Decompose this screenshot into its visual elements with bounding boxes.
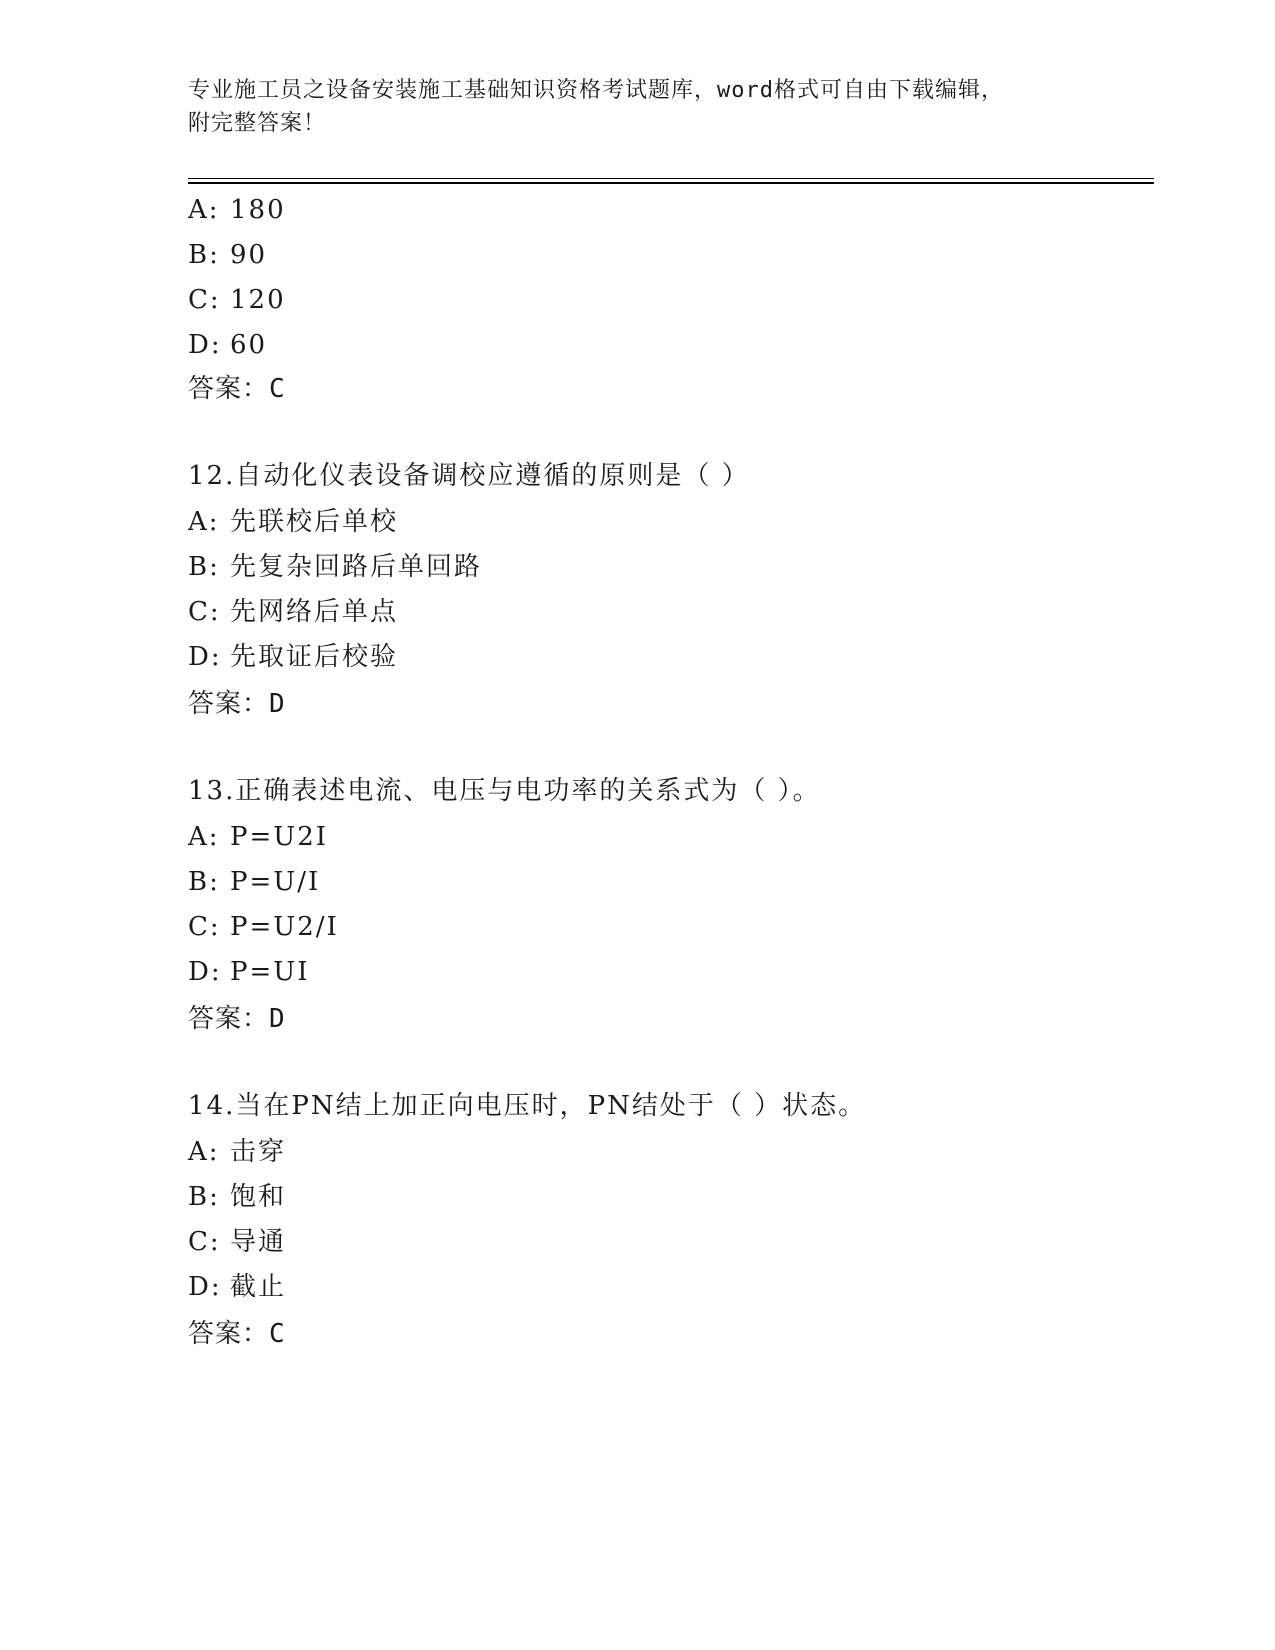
- option-text: 先复杂回路后单回路: [230, 552, 483, 582]
- option-prefix: C:: [188, 597, 221, 627]
- option-row: [188, 595, 398, 629]
- answer-row: [188, 1002, 286, 1036]
- option-text: 120: [230, 285, 286, 315]
- option-prefix: D:: [188, 1272, 222, 1302]
- option-prefix: A:: [188, 822, 220, 852]
- option-text: 先联校后单校: [230, 507, 399, 537]
- option-prefix: A:: [188, 195, 220, 225]
- option-row: [188, 550, 482, 584]
- option-text: P=U/I: [230, 867, 321, 897]
- answer-row: [188, 372, 286, 406]
- option-prefix: D:: [188, 330, 222, 360]
- option-text: 先取证后校验: [230, 642, 399, 672]
- option-row: [188, 955, 309, 989]
- option-text: 饱和: [230, 1182, 287, 1212]
- option-prefix: D:: [188, 957, 222, 987]
- option-prefix: C:: [188, 912, 221, 942]
- option-text: 90: [230, 240, 268, 270]
- header-divider-thick: [188, 182, 1154, 184]
- option-text: 截止: [230, 1272, 287, 1302]
- option-text: P=UI: [230, 957, 310, 987]
- option-row: [188, 505, 398, 539]
- answer-label: 答案：: [188, 689, 270, 719]
- option-row: [188, 193, 286, 227]
- option-row: [188, 865, 320, 899]
- answer-value: D: [269, 689, 286, 719]
- header-divider-thin: [188, 178, 1154, 179]
- question-stem: 12.自动化仪表设备调校应遵循的原则是（ ）: [188, 461, 750, 491]
- header-line-2: 附完整答案！: [188, 111, 327, 136]
- option-prefix: D:: [188, 642, 222, 672]
- header-line-1: 专业施工员之设备安装施工基础知识资格考试题库，word格式可自由下载编辑，: [188, 78, 1004, 103]
- answer-value: C: [269, 374, 286, 404]
- option-row: [188, 1270, 286, 1304]
- question-stem: 13.正确表述电流、电压与电功率的关系式为（ ）。: [188, 776, 821, 806]
- answer-row: [188, 687, 286, 721]
- option-row: [188, 820, 328, 854]
- option-prefix: C:: [188, 285, 221, 315]
- option-prefix: B:: [188, 552, 220, 582]
- option-prefix: B:: [188, 1182, 220, 1212]
- answer-label: 答案：: [188, 1319, 270, 1349]
- answer-row: [188, 1317, 286, 1351]
- option-prefix: B:: [188, 867, 220, 897]
- answer-value: C: [269, 1319, 286, 1349]
- option-text: P=U2/I: [230, 912, 339, 942]
- option-row: [188, 283, 286, 317]
- option-row: [188, 1135, 286, 1169]
- option-prefix: B:: [188, 240, 220, 270]
- option-row: [188, 1180, 286, 1214]
- option-row: [188, 328, 267, 362]
- document-header: [188, 74, 1088, 140]
- option-row: [188, 640, 398, 674]
- answer-value: D: [269, 1004, 286, 1034]
- answer-label: 答案：: [188, 374, 270, 404]
- option-prefix: A:: [188, 507, 220, 537]
- option-text: 先网络后单点: [230, 597, 399, 627]
- question-stem: 14.当在PN结上加正向电压时，PN结处于（ ）状态。: [188, 1091, 867, 1121]
- option-text: 60: [230, 330, 268, 360]
- option-text: P=U2I: [230, 822, 329, 852]
- option-row: [188, 238, 267, 272]
- option-text: 导通: [230, 1227, 287, 1257]
- answer-label: 答案：: [188, 1004, 270, 1034]
- option-text: 击穿: [230, 1137, 287, 1167]
- option-row: [188, 1225, 286, 1259]
- option-prefix: A:: [188, 1137, 220, 1167]
- option-prefix: C:: [188, 1227, 221, 1257]
- option-text: 180: [230, 195, 286, 225]
- option-row: [188, 910, 339, 944]
